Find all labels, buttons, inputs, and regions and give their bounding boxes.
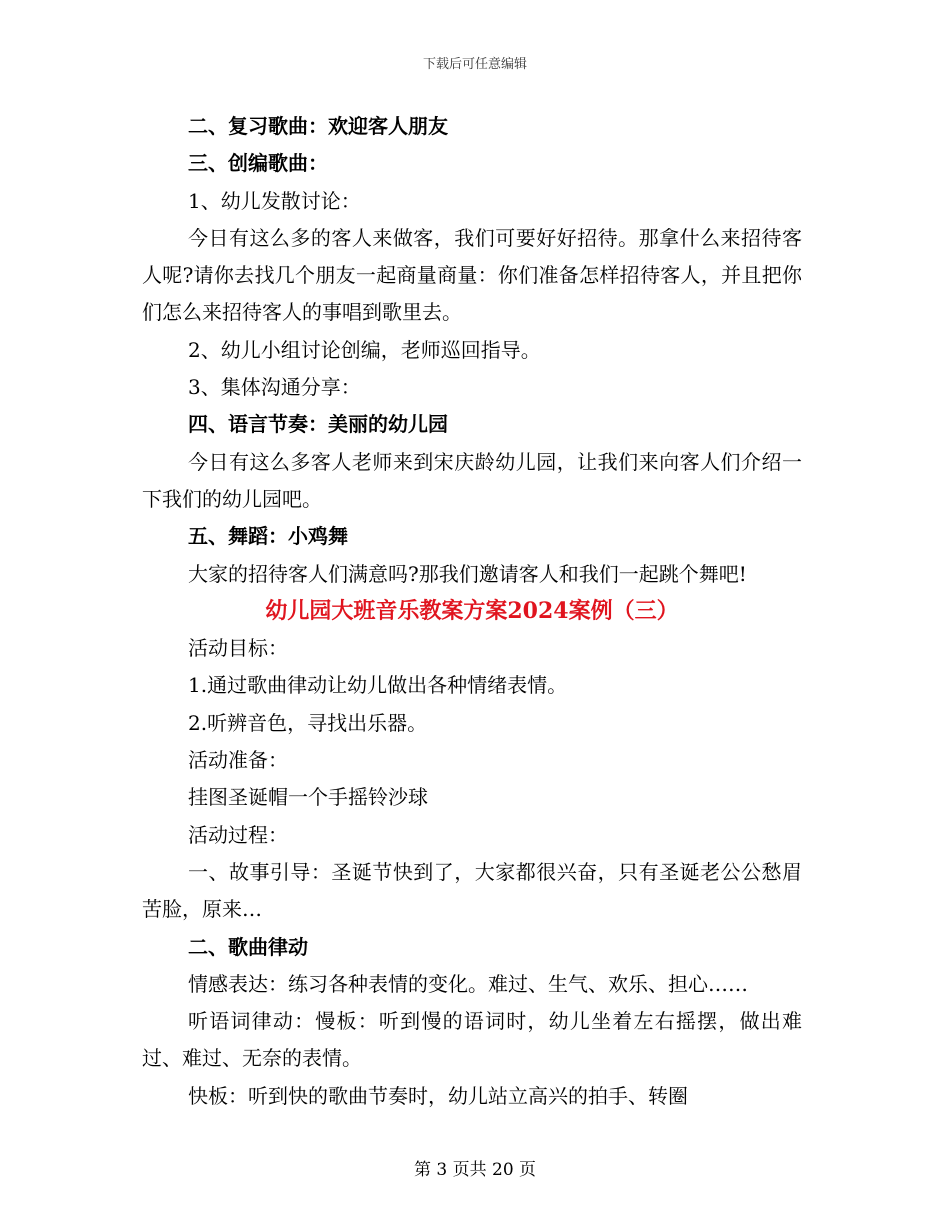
paragraph: 今日有这么多客人老师来到宋庆龄幼儿园，让我们来向客人们介绍一下我们的幼儿园吧。 bbox=[142, 449, 802, 511]
paragraph: 1、幼儿发散讨论： bbox=[188, 188, 361, 213]
section-heading: 二、复习歌曲：欢迎客人朋友 bbox=[188, 114, 448, 138]
total-page-count: 20 bbox=[492, 1160, 514, 1180]
paragraph: 一、故事引导：圣诞节快到了，大家都很兴奋，只有圣诞老公公愁眉苦脸，原来… bbox=[142, 859, 802, 922]
footer-middle: 页共 bbox=[452, 1160, 487, 1180]
section-heading: 五、舞蹈：小鸡舞 bbox=[188, 524, 348, 549]
section-heading: 四、语言节奏：美丽的幼儿园 bbox=[188, 412, 448, 437]
paragraph: 今日有这么多的客人来做客，我们可要好好招待。那拿什么来招待客人呢?请你去找几个朋友一起商量商量：你们准备怎样招待客人，并且把你们怎么来招待客人的事唱到歌里去。 bbox=[142, 225, 802, 325]
current-page-number: 3 bbox=[436, 1160, 448, 1180]
paragraph: 活动过程： bbox=[188, 822, 288, 847]
page-header: 下载后可任意编辑 bbox=[422, 57, 527, 72]
paragraph: 1.通过歌曲律动让幼儿做出各种情绪表情。 bbox=[188, 673, 568, 698]
paragraph: 快板：听到快的歌曲节奏时，幼儿站立高兴的拍手、转圈 bbox=[188, 1083, 688, 1108]
paragraph: 听语词律动：慢板：听到慢的语词时，幼儿坐着左右摇摆，做出难过、难过、无奈的表情。 bbox=[142, 1009, 802, 1071]
footer-prefix: 第 bbox=[413, 1160, 431, 1180]
paragraph: 活动目标： bbox=[188, 636, 288, 661]
document-title: 幼儿园大班音乐教案方案2024案例（三） bbox=[265, 597, 679, 624]
document-body bbox=[142, 108, 802, 1115]
paragraph: 3、集体沟通分享： bbox=[188, 375, 361, 400]
section-heading: 三、创编歌曲： bbox=[188, 151, 328, 176]
page-footer bbox=[0, 1155, 950, 1180]
paragraph: 大家的招待客人们满意吗?那我们邀请客人和我们一起跳个舞吧! bbox=[188, 561, 747, 586]
footer-suffix: 页 bbox=[519, 1160, 537, 1180]
paragraph: 2、幼儿小组讨论创编，老师巡回指导。 bbox=[188, 337, 541, 362]
paragraph: 活动准备： bbox=[188, 748, 288, 773]
paragraph: 情感表达：练习各种表情的变化。难过、生气、欢乐、担心…… bbox=[188, 971, 748, 996]
paragraph: 2.听辨音色，寻找出乐器。 bbox=[188, 710, 428, 735]
paragraph: 挂图圣诞帽一个手摇铃沙球 bbox=[188, 785, 428, 810]
section-heading: 二、歌曲律动 bbox=[188, 934, 308, 959]
